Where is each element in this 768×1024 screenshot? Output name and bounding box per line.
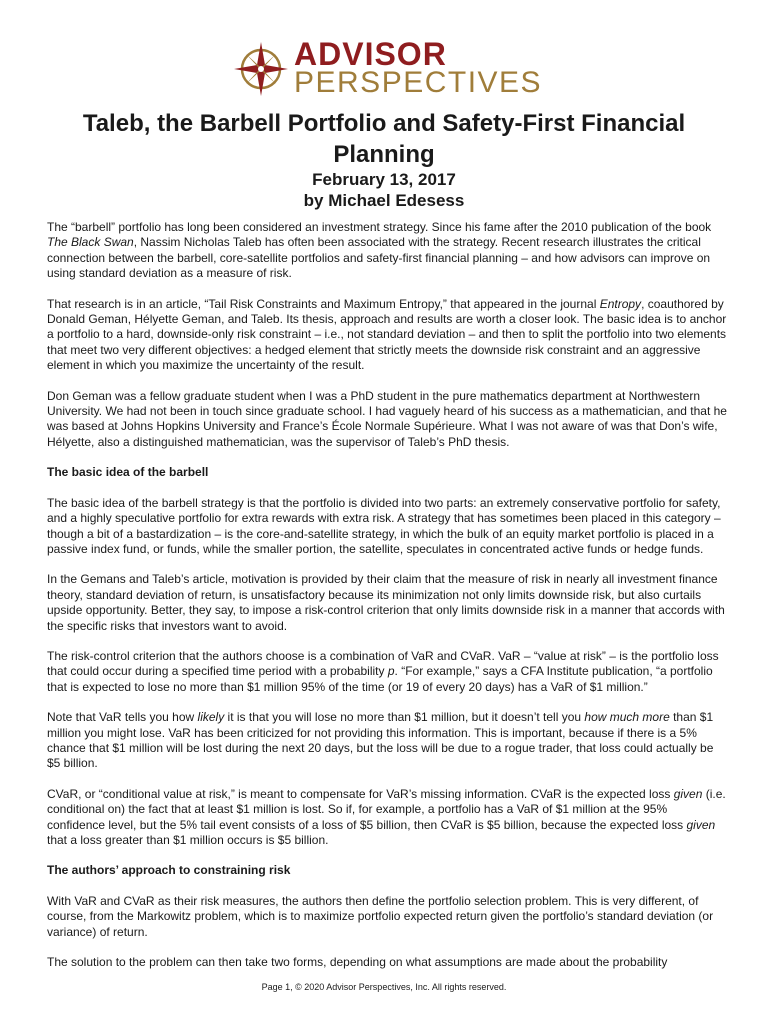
paragraph: The basic idea of the barbell strategy is that the portfolio is divided into two parts: an extremely conservative portfolio for safety, and a highly speculative portfolio for extra rewards with extra risk. A strategy that has sometimes been placed in this category – though a bit of a bastardization – is the core-and-satellite strategy, in which the bulk of an equity market portfolio is placed in a passive index fund, or funds, while the smaller portion, the satellite, speculates in concentrated active funds or hedge funds. [47,495,721,556]
paragraph: Don Geman was a fellow graduate student when I was a PhD student in the pure mathematics department at Northwestern University. We had not been in touch since graduate school. I had vaguely heard of his success as a mathematician, and that he was based at Johns Hopkins University and France’s École Normale Supérieure. What I was not aware of was that Don’s wife, Hélyette, also a distinguished mathematician, was the supervisor of Taleb’s PhD thesis. [47,388,727,449]
advisor-perspectives-logo[interactable] [232,38,552,100]
paragraph: With VaR and CVaR as their risk measures, the authors then define the portfolio selection problem. This is very different, of course, from the Markowitz problem, which is to maximize portfolio expected return given the portfolio’s standard deviation (or variance) of return. [47,893,714,939]
text: . “For example,” says [394,664,511,679]
text: Note that VaR tells you how [47,710,198,725]
text: it is that you will lose no more than $1 million, but it doesn’t tell you [224,710,585,725]
probability-symbol: p [387,664,395,679]
section-heading: The authors’ approach to constraining risk [47,863,291,878]
paragraph [47,220,727,282]
text: ,” that appeared in the journal [439,296,600,311]
text: The “barbell” portfolio has long been considered an investment strategy. Since his fame after the 2010 publication of the book [47,220,712,234]
article-link[interactable]: Tail Risk Constraints and Maximum Entropy [208,296,440,311]
paragraph [47,649,727,695]
emphasis: likely [197,710,225,725]
book-title: The Black Swan [47,235,134,250]
section-heading: The basic idea of the barbell [47,465,209,480]
paragraph [47,297,727,374]
article-title: Taleb, the Barbell Portfolio and Safety-First Financial Planning [82,110,686,168]
paragraph: The solution to the problem can then take two forms, depending on what assumptions are made about the probability [47,955,668,970]
text: , “a portfolio that is expected to lose no more than $1 million 95% of the time (or 19 of every 20 days) has a VaR of $1 million.” [47,664,713,694]
article-date: February 13, 2017 [312,170,456,189]
paragraph [47,710,727,772]
emphasis: given [673,786,703,801]
page-footer: Page 1, © 2020 Advisor Perspectives, Inc. All rights reserved. [261,982,507,992]
journal-name: Entropy [599,296,642,311]
text: (i.e. conditional on) the fact that at least $1 million is lost. So if, for example, a portfolio has a VaR of $1 million at the 95% confidence level, but the 5% tail event consists of a loss of $5 billion, then CVaR is $5 billion, because the expected loss [47,786,726,832]
text: that a loss greater than $1 million occurs is $5 billion. [47,833,329,847]
article-byline: by Michael Edesess [303,191,465,210]
paragraph: In the Gemans and Taleb’s article, motivation is provided by their claim that the measure of risk in nearly all investment finance theory, standard deviation of return, is unsatisfactory because its minimization not only limits downside risk, but also curtails upside opportunity. Better, they say, to impose a risk-control criterion that only limits downside risk in a manner that accords with the specific risks that investors want to avoid. [47,572,725,633]
emphasis: how much more [584,710,670,725]
logo-wordmark-advisor: ADVISOR [294,36,447,72]
text: , coauthored by Donald Geman, Hélyette Geman, and Taleb. Its thesis, approach and results are worth a closer look. The basic idea is to anchor a portfolio to a hard, downside-only risk constraint – i.e., not standard deviation – and then to split the portfolio into two elements that meet two very different objectives: a hedged element that strictly meets the downside risk constraint and an aggressive element in which you maximize the uncertainty of the result. [47,296,727,373]
paragraph [47,787,727,849]
text: The risk-control criterion that the authors choose is a combination of VaR and CVaR. VaR – “value at risk” – is the portfolio loss that could occur during a specified time period with a probability [47,648,719,679]
article-body [47,220,727,985]
emphasis: given [686,817,716,832]
logo-wordmark-perspectives: PERSPECTIVES [294,66,543,99]
cfa-publication-link[interactable]: a CFA Institute publication [510,664,650,679]
compass-rose-icon [232,40,290,98]
text: CVaR, or “conditional value at risk,” is meant to compensate for VaR’s missing information. CVaR is the expected loss [47,786,674,801]
text: That research is in an article, “ [47,296,209,311]
text: , Nassim Nicholas Taleb has often been associated with the strategy. Recent research illustrates the critical connection between the barbell, core-satellite portfolios and safety-first financial planning – and how advisors can improve on using standard deviation as a measure of risk. [47,235,711,281]
text: than $1 million you might lose. VaR has been criticized for not providing this information. This is important, because if there is a 5% chance that $1 million will be lost during the next 20 days, but the loss will be due to a rogue trader, that loss could actually be $5 billion. [47,710,714,771]
